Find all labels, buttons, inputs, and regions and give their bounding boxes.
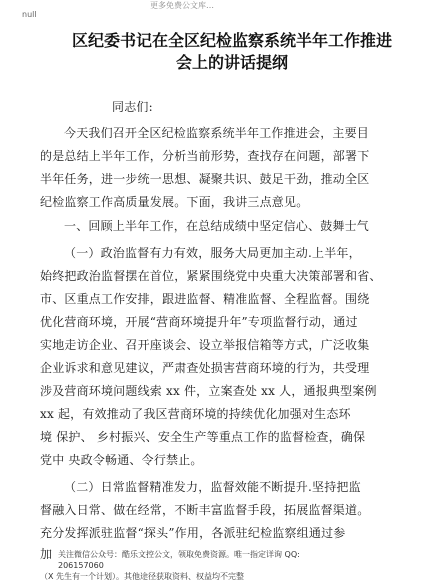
paragraph-2-line: 市、区重点工作安排，跟进监督、精准监督、全程监督。围绕 [40,292,370,306]
paragraph-2-line: 涉及营商环境问题线索 xx 件，立案查处 xx 人，通报典型案例 [40,384,377,398]
title-line-2: 会上的讲话提纲 [175,53,288,72]
paragraph-2-line: （一）政治监督有力有效，服务大局更加主动.上半年， [64,246,361,260]
paragraph-3-line: 充分发挥派驻监督“探头”作用，各派驻纪检监察组通过参 [40,526,346,540]
document-title [62,30,402,74]
paragraph-3-line: 督融入日常、做在经常，不断丰富监督手段，拓展监督渠道。 [40,503,370,517]
paragraph-3-tail: 加 [40,547,53,561]
paragraph-3-line: （二）日常监督精准发力，监督效能不断提升.坚持把监 [64,480,361,494]
footer-note-line-3: （X 先生有一个计划）。其他途径获取资料、权益均不完整 [40,572,245,581]
paragraph-2-line: 实地走访企业、召开座谈会、设立举报信箱等方式，广泛收集 [40,338,370,352]
footer-note-line-2: 206157060 [58,561,104,570]
paragraph-1-line: 纪检监察工作高质量发展。下面，我讲三点意见。 [40,195,309,209]
top-header-text: 更多免费公文库… [150,1,214,10]
title-line-1: 区纪委书记在全区纪检监察系统半年工作推进 [71,31,392,50]
paragraph-2-line: 境 保护、 乡村振兴、安全生产等重点工作的监督检查，确保 [40,430,366,444]
section-heading-1: 一、回顾上半年工作，在总结成绩中坚定信心、鼓舞士气 [64,219,370,233]
paragraph-2-line: 始终把政治监督摆在首位，紧紧围绕党中央重大决策部署和省、 [40,269,382,283]
paragraph-2-line: 企业诉求和意见建议，严肃查处损害营商环境的行为，共受理 [40,361,370,375]
paragraph-2-line: 党中 央政令畅通、令行禁止。 [40,453,203,467]
footer-note-line-1: 关注微信公众号：酷乐文控公文，领取免费资源。唯一指定详询 QQ: [58,550,300,559]
paragraph-1-line: 半年任务，进一步统一思想、凝聚共识、鼓足干劲，推动全区 [40,172,370,186]
paragraph-2-line: 优化营商环境，开展“营商环境提升年”专项监督行动，通过 [40,315,358,329]
null-label: null [22,10,37,19]
paragraph-2-line: xx 起，有效推动了我区营商环境的持续优化加强对生态环 [40,407,351,421]
greeting: 同志们: [112,100,153,114]
paragraph-1-line: 今天我们召开全区纪检监察系统半年工作推进会，主要目 [64,126,370,140]
paragraph-1-line: 的是总结上半年工作，分析当前形势，查找存在问题，部署下 [40,149,370,163]
